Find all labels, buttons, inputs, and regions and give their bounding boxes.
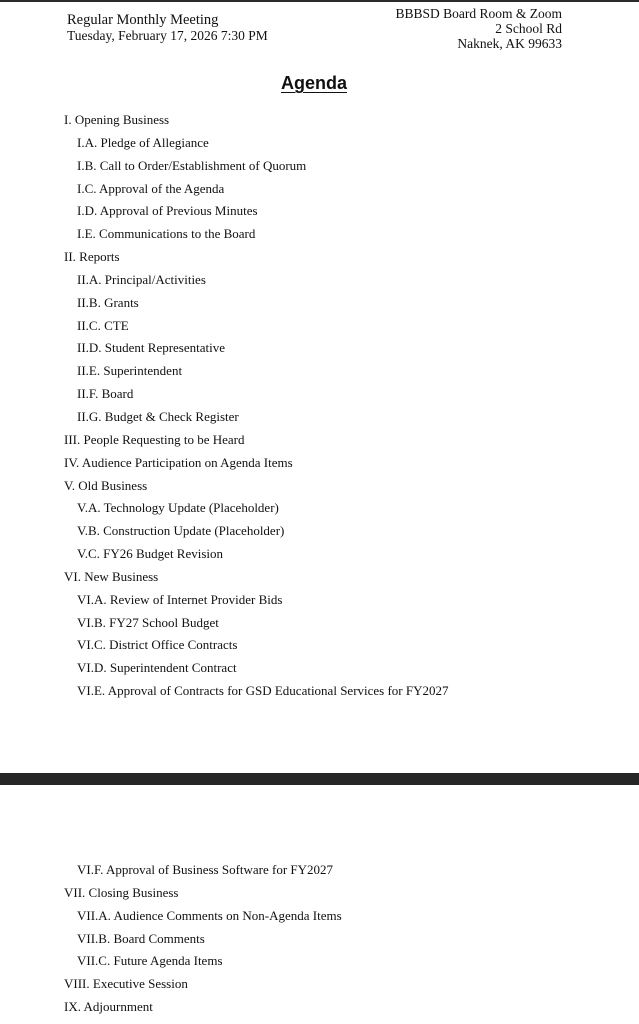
location-line-1: BBBSD Board Room & Zoom xyxy=(395,6,562,21)
agenda-subitem: II.G. Budget & Check Register xyxy=(77,408,239,424)
agenda-section: VI. New Business xyxy=(64,568,159,584)
agenda-subitem: I.A. Pledge of Allegiance xyxy=(77,134,209,150)
agenda-section: III. People Requesting to be Heard xyxy=(64,431,245,447)
agenda-subitem: V.B. Construction Update (Placeholder) xyxy=(77,523,285,539)
meeting-date: Tuesday, February 17, 2026 7:30 PM xyxy=(67,28,268,43)
agenda-subitem: V.A. Technology Update (Placeholder) xyxy=(77,500,279,516)
agenda-list-page-2 xyxy=(64,862,342,1022)
agenda-subitem: II.E. Superintendent xyxy=(77,363,183,379)
agenda-section: I. Opening Business xyxy=(64,112,170,127)
agenda-section: V. Old Business xyxy=(64,477,148,493)
agenda-subitem: VII.C. Future Agenda Items xyxy=(77,953,223,969)
agenda-subitem: I.E. Communications to the Board xyxy=(77,226,256,242)
agenda-subitem: II.A. Principal/Activities xyxy=(77,271,206,287)
agenda-section: VII. Closing Business xyxy=(64,884,179,900)
meeting-location xyxy=(395,6,562,51)
agenda-list-page-1 xyxy=(64,112,449,706)
agenda-subitem: II.F. Board xyxy=(77,386,134,402)
meeting-title: Regular Monthly Meeting xyxy=(67,12,219,28)
agenda-subitem: VI.A. Review of Internet Provider Bids xyxy=(77,591,283,607)
location-line-3: Naknek, AK 99633 xyxy=(457,36,562,51)
agenda-section: IV. Audience Participation on Agenda Items xyxy=(64,454,293,470)
agenda-subitem: VI.E. Approval of Contracts for GSD Educational Services for FY2027 xyxy=(77,683,449,699)
agenda-title: Agenda xyxy=(280,73,347,93)
agenda-subitem: II.D. Student Representative xyxy=(77,340,226,356)
meeting-info xyxy=(67,12,268,44)
agenda-subitem: VI.F. Approval of Business Software for FY2027 xyxy=(77,862,334,877)
agenda-subitem: I.C. Approval of the Agenda xyxy=(77,180,225,196)
agenda-subitem: II.C. CTE xyxy=(77,317,129,333)
page-top-border xyxy=(0,0,639,2)
agenda-subitem: VII.A. Audience Comments on Non-Agenda Items xyxy=(77,907,342,923)
agenda-subitem: V.C. FY26 Budget Revision xyxy=(77,546,224,562)
agenda-subitem: VI.C. District Office Contracts xyxy=(77,637,238,653)
location-line-2: 2 School Rd xyxy=(495,21,562,36)
agenda-subitem: VI.B. FY27 School Budget xyxy=(77,614,219,630)
agenda-subitem: I.D. Approval of Previous Minutes xyxy=(77,203,258,219)
agenda-section: IX. Adjournment xyxy=(64,999,153,1015)
agenda-section: VIII. Executive Session xyxy=(64,976,188,992)
agenda-subitem: VII.B. Board Comments xyxy=(77,930,205,946)
agenda-section: II. Reports xyxy=(64,249,120,265)
agenda-subitem: II.B. Grants xyxy=(77,294,139,310)
agenda-subitem: VI.D. Superintendent Contract xyxy=(77,660,237,676)
page-break-divider xyxy=(0,773,639,785)
agenda-subitem: I.B. Call to Order/Establishment of Quorum xyxy=(77,157,307,173)
